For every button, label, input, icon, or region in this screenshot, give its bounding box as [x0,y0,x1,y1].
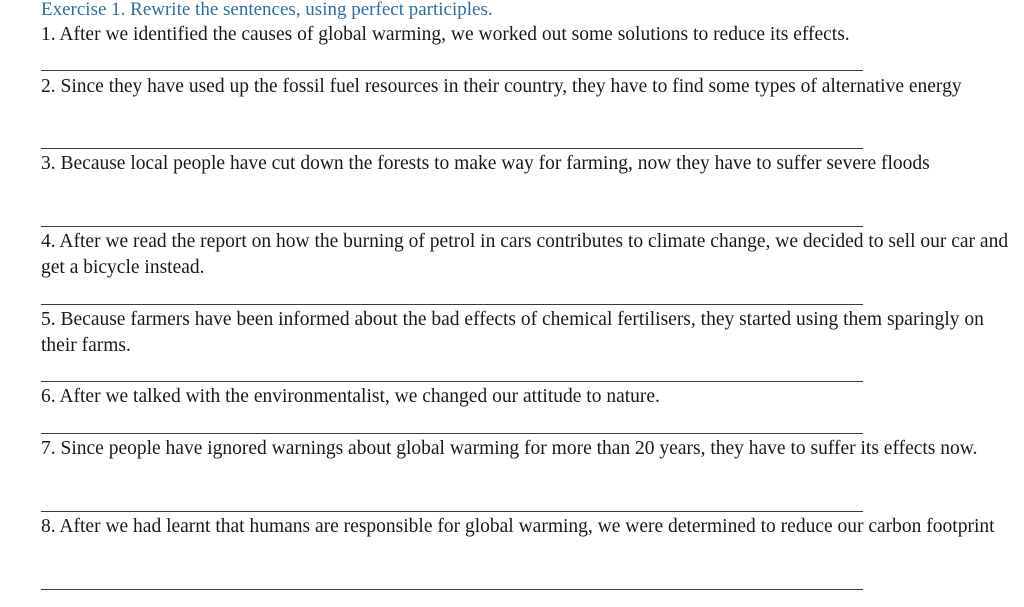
sentence-1: 1. After we identified the causes of global warming, we worked out some solutions to reduce its effects. [41,24,850,45]
sentence-6: 6. After we talked with the environmentalist, we changed our attitude to nature. [41,386,660,407]
exercise-item-1 [41,22,1016,48]
answer-line-1[interactable] [41,70,863,71]
exercise-item-6 [41,384,1016,410]
answer-line-6[interactable] [41,433,863,434]
sentence-5: 5. Because farmers have been informed about the bad effects of chemical fertilisers, they started using them sparingly on their farms. [41,309,984,356]
exercise-item-4 [41,229,1016,281]
sentence-7: 7. Since people have ignored warnings about global warming for more than 20 years, they have to suffer its effects now. [41,438,978,459]
exercise-item-5 [41,307,1016,359]
answer-line-2[interactable] [41,148,863,149]
exercise-item-8 [41,514,1016,540]
answer-line-8[interactable] [41,589,863,590]
sentence-3: 3. Because local people have cut down the forests to make way for farming, now they have to suffer severe floods [41,153,930,174]
sentence-8: 8. After we had learnt that humans are responsible for global warming, we were determined to reduce our carbon footprint [41,516,995,537]
exercise-item-3 [41,151,1016,177]
sentence-4: 4. After we read the report on how the burning of petrol in cars contributes to climate change, we decided to sell our car and get a bicycle instead. [41,231,1009,278]
exercise-item-2 [41,74,1016,100]
answer-line-7[interactable] [41,511,863,512]
answer-line-4[interactable] [41,304,863,305]
exercise-item-7 [41,436,1016,462]
answer-line-3[interactable] [41,226,863,227]
sentence-2: 2. Since they have used up the fossil fuel resources in their country, they have to find some types of alternative energy [41,76,962,97]
exercise-title: Exercise 1. Rewrite the sentences, using perfect participles. [41,0,493,20]
answer-line-5[interactable] [41,381,863,382]
